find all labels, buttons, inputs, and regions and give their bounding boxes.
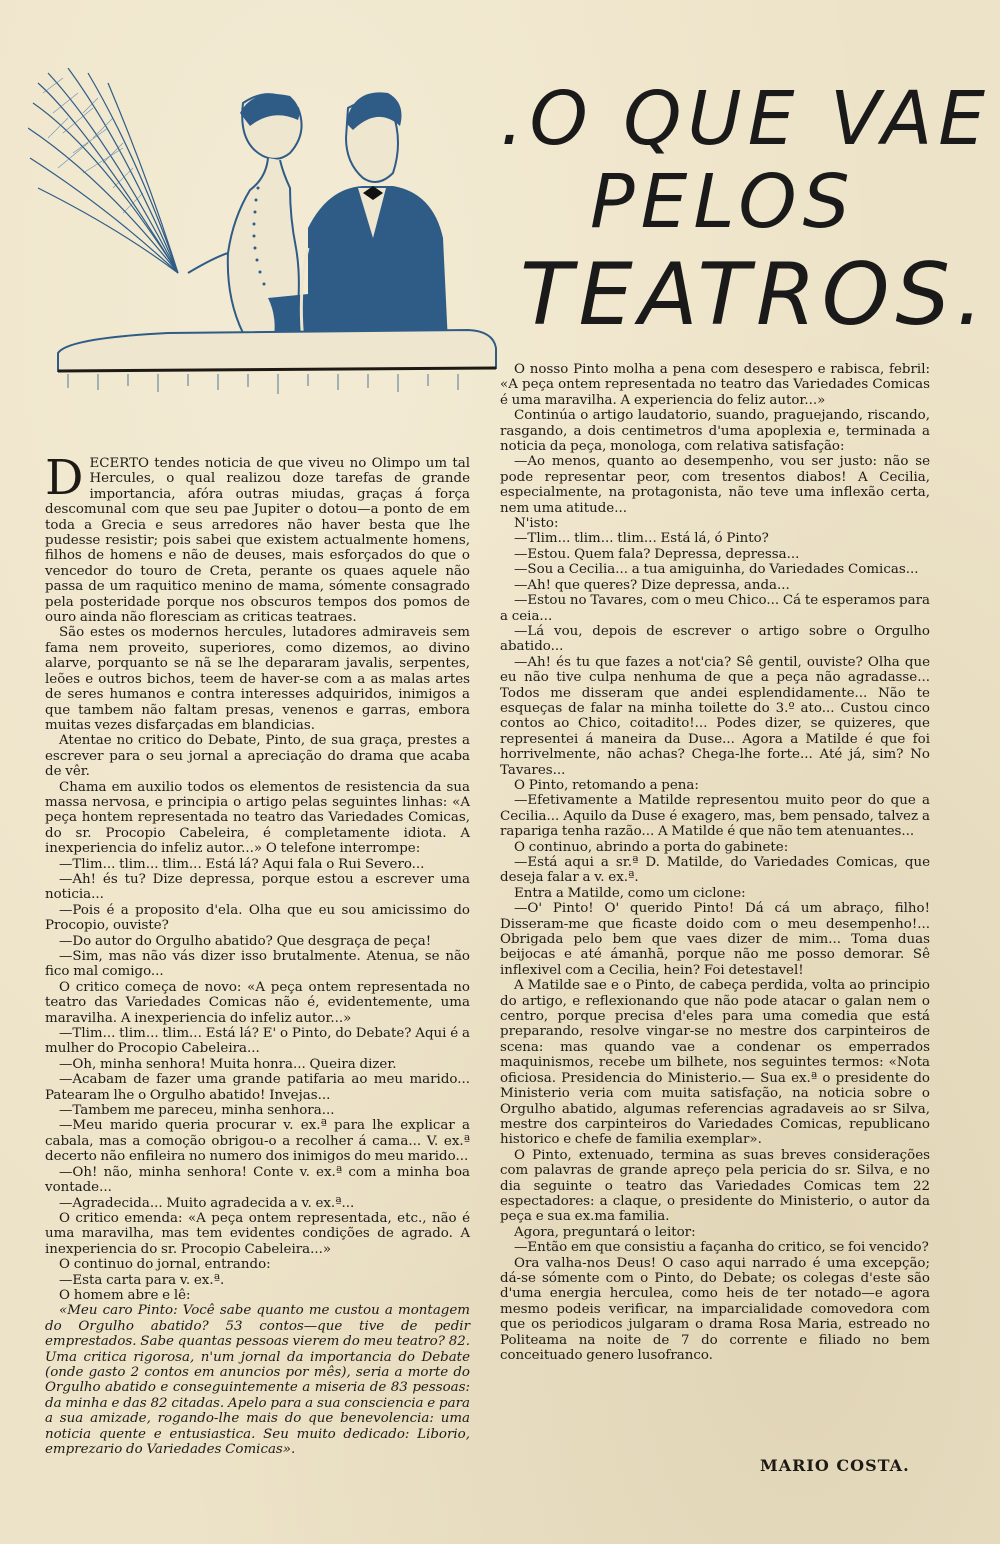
paragraph: Continúa o artigo laudatorio, suando, praguejando, riscando, rasgando, a dois centimetros d'uma apoplexia e, terminada a noticia da peça, monologa, com relativa satisfação: (500, 408, 930, 455)
paragraph: O Pinto, extenuado, termina as suas breves considerações com palavras de grande apreço pela pericia do sr. Silva, e no dia seguinte o teatro das Variedades Comicas tem 22 espectadores: a claque, o presidente do Ministerio, o autor da peça e sua ex.ma familia. (500, 1147, 930, 1225)
paragraph: —Pois é a proposito d'ela. Olha que eu sou amicissimo do Procopio, ouviste? (45, 902, 470, 934)
right-column (500, 362, 930, 1363)
paragraph: O critico começa de novo: «A peça ontem representada no teatro das Variedades Comicas não é, evidentemente, uma maravilha. A inexperiencia do infeliz autor...» (45, 979, 470, 1026)
paragraph: O continuo, abrindo a porta do gabinete: (514, 839, 789, 855)
paragraph: —Sim, mas não vás dizer isso brutalmente. Atenua, se não fico mal comigo... (45, 949, 470, 980)
paragraph: O nosso Pinto molha a pena com desespero e rabisca, febril: «A peça ontem representada no teatro das Variedades Comicas é uma maravilha. A experiencia do feliz autor...» (500, 362, 930, 408)
paragraph: —Ah! és tu? Dize depressa, porque estou a escrever uma noticia... (45, 871, 470, 903)
paragraph: Chama em auxilio todos os elementos de resistencia da sua massa nervosa, e principia o artigo pelas seguintes linhas: «A peça hontem representada no teatro das Variedades Comicas, do sr. Procopio Cabeleira, é completamente idiota. A inexperiencia do infeliz autor...» O telefone interrompe: (45, 779, 470, 857)
paragraph: —Do autor do Orgulho abatido? Que desgraça de peça! (59, 933, 432, 949)
paragraph: —Então em que consistiu a façanha do critico, se foi vencido? (514, 1240, 929, 1256)
paragraph: —Ao menos, quanto ao desempenho, vou ser justo: não se pode representar peor, com tresentos diabos! A Cecilia, especialmente, na protagonista, não teve uma inflexão certa, nem uma atitude... (500, 454, 930, 516)
paragraph: —Efetivamente a Matilde representou muito peor do que a Cecilia... Aquilo da Duse é exagero, mas, bem pensado, talvez a rapariga tenha razão... A Matilde é que não tem atenuantes... (500, 793, 930, 840)
paragraph: —Acabam de fazer uma grande patifaria ao meu marido... Patearam lhe o Orgulho abatido! Invejas... (45, 1072, 470, 1103)
paragraph: Atentae no critico do Debate, Pinto, de sua graça, prestes a escrever para o seu jornal a apreciação do drama que acaba de vêr. (45, 733, 470, 780)
paragraph: —Tambem me pareceu, minha senhora... (59, 1103, 335, 1119)
paragraph: —Sou a Cecilia... a tua amiguinha, do Variedades Comicas... (514, 562, 919, 578)
paragraph: DECERTO tendes noticia de que viveu no Olimpo um tal Hercules, o qual realizou doze tarefas de grande importancia, afóra outras miudas, graças á força descomunal com que seu pae Jupiter o dotou—a ponto de em toda a Grecia e seus arredores não haver besta que lhe pudesse resistir; pois sabei que existem actualmente homens, filhos de homens e não de deuses, mais esforçados do que o vencedor do touro de Creta, perante os quaes aquele não passa de um raquitico menino de mama, sómente consagrado pela posteridade porque nos obscuros tempos dos pomos de ouro ainda não floresciam as criticas teatraes. (45, 450, 470, 626)
paragraph: —Meu marido queria procurar v. ex.ª para lhe explicar a cabala, mas a comoção obrigou-o a recolher á cama... V. ex.ª decerto não enfileira no numero dos inimigos do meu marido... (45, 1118, 470, 1165)
paragraph: O critico emenda: «A peça ontem representada, etc., não é uma maravilha, mas tem evidentes condições de agrado. A inexperiencia do sr. Procopio Cabeleira...» (45, 1210, 470, 1257)
letter-quote: «Meu caro Pinto: Você sabe quanto me custou a montagem do Orgulho abatido? 53 contos—que tive de pedir emprestados. Sabe quantas pessoas vierem do meu teatro? 82. Uma critica rigorosa, n'um jornal da importancia do Debate (onde gasto 2 contos em anuncios por mês), seria a morte do Orgulho abatido e conseguintemente a miseria de 83 pessoas: da minha e das 82 citadas. Apelo para a sua consciencia e para a sua amizade, rogando-lhe mais do que benevolencia: uma noticia quente e entusiastica. Seu muito dedicado: Liborio, emprezario do Variedades Comicas». (45, 1303, 470, 1457)
paragraph: N'isto: (514, 516, 559, 532)
paragraph: O homem abre e lê: (59, 1287, 191, 1303)
paragraph: —Tlim... tlim... tlim... Está lá, ó Pinto? (514, 531, 769, 547)
paragraph: —Agradecida... Muito agradecida a v. ex.ª... (59, 1195, 355, 1211)
paragraph: —Estou no Tavares, com o meu Chico... Cá te esperamos para a ceia... (500, 593, 930, 624)
article-title (500, 70, 991, 345)
paragraph: —Tlim... tlim... tlim... Está lá? Aqui fala o Rui Severo... (59, 856, 425, 872)
paragraph: —Oh! não, minha senhora! Conte v. ex.ª com a minha boa vontade... (45, 1164, 470, 1196)
paragraph: —Está aqui a sr.ª D. Matilde, do Variedades Comicas, que deseja falar a v. ex.ª. (500, 855, 930, 886)
author-signature: MARIO COSTA. (760, 1456, 910, 1475)
paragraph: —Oh, minha senhora! Muita honra... Queira dizer. (59, 1056, 397, 1072)
paragraph: —Ah! és tu que fazes a not'cia? Sê gentil, ouviste? Olha que eu não tive culpa nenhuma de que a peça não agradasse... Todos me disseram que andei esplendidamente... Não te esqueças de falar na minha toilette do 3.º ato... Custou cinco contos ao Chico, coitadito!... Podes dizer, se quizeres, que representei á maneira da Duse... Agora a Matilde é que foi horrivelmente, não achas? Chega-lhe forte... Até já, sim? No Tavares... (500, 654, 930, 778)
paragraph: —Lá vou, depois de escrever o artigo sobre o Orgulho abatido... (500, 623, 930, 655)
left-column (45, 450, 470, 1457)
title-line-3: TEATROS. (520, 245, 990, 345)
paragraph: —Tlim... tlim... tlim... Está lá? E' o Pinto, do Debate? Aqui é a mulher do Procopio Cabeleira... (45, 1026, 470, 1057)
couple-theatre-illustration-icon (28, 68, 498, 413)
paragraph: Entra a Matilde, como um ciclone: (514, 885, 746, 901)
paragraph: —O' Pinto! O' querido Pinto! Dá cá um abraço, filho! Disseram-me que ficaste doido com o meu desempenho!... Obrigada pelo bem que vaes dizer de mim... Toma duas beijocas e até ámanhã, porque não me posso demorar. Sê inflexivel com a Cecilia, hein? Foi detestavel! (500, 901, 930, 978)
paragraph: Ora valha-nos Deus! O caso aqui narrado é uma excepção; dá-se sómente com o Pinto, do Debate; os colegas d'este são d'uma energia herculea, como heis de ter notado—e agora mesmo podeis verificar, na imparcialidade comovedora com que os periodicos julgaram o drama Rosa Maria, estreado no Politeama na noite de 7 do corrente e filiado no bem conceituado genero lusofranco. (500, 1255, 930, 1363)
paragraph: São estes os modernos hercules, lutadores admiraveis sem fama nem proveito, superiores, como dizemos, ao divino alarve, porquanto se nã se lhe depararam javalis, serpentes, leões e outros bichos, teem de haver-se com a as malas artes de seres humanos e contra interesses adquiridos, inimigos a que tambem não faltam presas, venenos e garras, embora muitas vezes disfarçadas em blandicias. (45, 625, 470, 733)
paragraph: O continuo do jornal, entrando: (59, 1257, 271, 1273)
title-line-2: PELOS (590, 159, 856, 245)
drop-cap: D (45, 450, 84, 506)
paragraph: A Matilde sae e o Pinto, de cabeça perdida, volta ao principio do artigo, e reflexionando que não pode atacar o galan nem o centro, porque precisa d'eles para uma comedia que está preparando, resolve vingar-se no mestre dos carpinteiros de scena: mas quando vae a condenar os emperrados maquinismos, recebe um bilhete, nos seguintes termos: «Nota oficiosa. Presidencia do Ministerio.— Sua ex.ª o presidente do Ministerio veria com muita satisfação, na noticia sobre o Orgulho abatido, algumas referencias agradaveis ao sr Silva, mestre dos carpinteiros do Variedades Comicas, republicano historico e chefe de familia exemplar». (500, 978, 930, 1148)
title-line-1: .O QUE VAE (500, 76, 991, 162)
paragraph: —Esta carta para v. ex.ª. (59, 1272, 225, 1288)
paragraph: —Estou. Quem fala? Depressa, depressa... (514, 546, 800, 562)
paragraph: O Pinto, retomando a pena: (514, 777, 699, 793)
paragraph: —Ah! que queres? Dize depressa, anda... (514, 577, 790, 593)
paragraph: Agora, preguntará o leitor: (514, 1224, 696, 1240)
